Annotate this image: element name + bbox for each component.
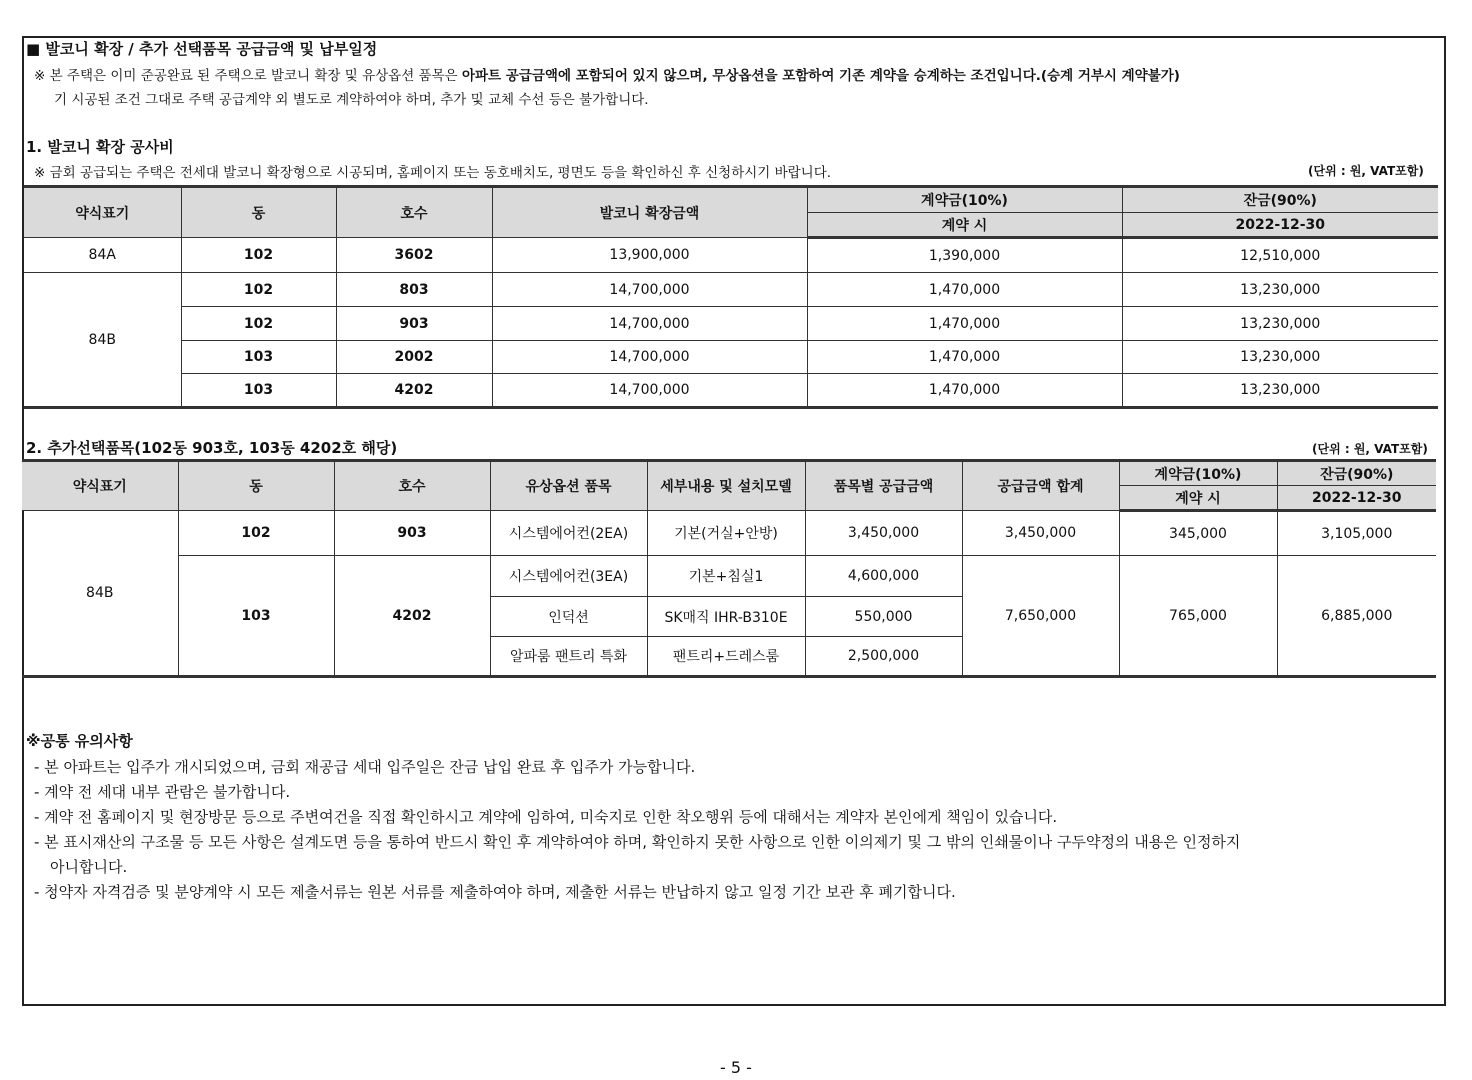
cell-amount: 13,900,000: [492, 238, 807, 273]
table-row: [22, 556, 1436, 597]
note-item-continued: 아니합니다.: [50, 858, 128, 876]
cell-dong: 103: [181, 341, 336, 374]
cell-detail: 기본(거실+안방): [647, 511, 805, 556]
cell-deposit: 765,000: [1119, 556, 1277, 677]
col-detail: 세부내용 및 설치모델: [647, 461, 805, 511]
cell-amount: 14,700,000: [492, 374, 807, 408]
cell-ho: 3602: [336, 238, 492, 273]
cell-detail: SK매직 IHR-B310E: [647, 597, 805, 637]
col-deposit: 계약금(10%): [1119, 461, 1277, 486]
cell-balance: 13,230,000: [1122, 341, 1438, 374]
note-item: - 본 표시재산의 구조물 등 모든 사항은 설계도면 등을 통하여 반드시 확인 후 계약하여야 하며, 확인하지 못한 사항으로 인한 이의제기 및 그 밖의 인쇄물이나 구두약정의 내용은 인정하지: [34, 833, 1241, 851]
note-item: - 계약 전 홈페이지 및 현장방문 등으로 주변여건을 직접 확인하시고 계약에 임하여, 미숙지로 인한 착오행위 등에 대해서는 계약자 본인에게 책임이 있습니다.: [34, 808, 1058, 826]
cell-balance: 13,230,000: [1122, 307, 1438, 341]
doc-title: ■ 발코니 확장 / 추가 선택품목 공급금액 및 납부일정: [26, 40, 378, 58]
cell-balance: 13,230,000: [1122, 273, 1438, 307]
cell-deposit: 345,000: [1119, 511, 1277, 556]
table-row: [24, 374, 1438, 408]
page-number: - 5 -: [720, 1058, 752, 1077]
section1-title: 1. 발코니 확장 공사비: [26, 138, 174, 156]
cell-detail: 기본+침실1: [647, 556, 805, 597]
option-table: [22, 459, 1436, 678]
cell-amount: 14,700,000: [492, 273, 807, 307]
note-item: - 계약 전 세대 내부 관람은 불가합니다.: [34, 783, 291, 801]
cell-item-amount: 550,000: [805, 597, 962, 637]
table-row: [24, 307, 1438, 341]
cell-deposit: 1,470,000: [807, 307, 1122, 341]
col-dong: 동: [178, 461, 334, 511]
col-option: 유상옵션 품목: [490, 461, 647, 511]
cell-dong: 103: [178, 556, 334, 677]
cell-option: 인덕션: [490, 597, 647, 637]
table-row: [24, 238, 1438, 273]
cell-balance: 3,105,000: [1277, 511, 1436, 556]
col-type: 약식표기: [22, 461, 178, 511]
balcony-table: [24, 185, 1438, 409]
cell-dong: 102: [178, 511, 334, 556]
cell-item-amount: 3,450,000: [805, 511, 962, 556]
cell-ho: 803: [336, 273, 492, 307]
header-note-2: 기 시공된 조건 그대로 주택 공급계약 외 별도로 계약하여야 하며, 추가 및 교체 수선 등은 불가합니다.: [54, 92, 649, 108]
cell-item-amount: 4,600,000: [805, 556, 962, 597]
header-note-1-normal: ※ 본 주택은 이미 준공완료 된 주택으로 발코니 확장 및 유상옵션 품목은: [34, 68, 462, 84]
cell-amount: 14,700,000: [492, 341, 807, 374]
notes-title: ※공통 유의사항: [26, 732, 133, 750]
cell-dong: 102: [181, 307, 336, 341]
cell-total: 7,650,000: [962, 556, 1119, 677]
table-row: [22, 511, 1436, 556]
cell-option: 시스템에어컨(2EA): [490, 511, 647, 556]
section1-unit: (단위 : 원, VAT포함): [1308, 164, 1424, 178]
header-note-1: [34, 64, 1180, 84]
col-balance: 잔금(90%): [1277, 461, 1436, 486]
col-item-amount: 품목별 공급금액: [805, 461, 962, 511]
cell-dong: 102: [181, 238, 336, 273]
cell-ho: 4202: [334, 556, 490, 677]
cell-ho: 4202: [336, 374, 492, 408]
cell-deposit: 1,390,000: [807, 238, 1122, 273]
cell-deposit: 1,470,000: [807, 273, 1122, 307]
cell-total: 3,450,000: [962, 511, 1119, 556]
cell-dong: 103: [181, 374, 336, 408]
note-item: - 본 아파트는 입주가 개시되었으며, 금회 재공급 세대 입주일은 잔금 납입 완료 후 입주가 가능합니다.: [34, 758, 696, 776]
cell-ho: 2002: [336, 341, 492, 374]
header-note-1-bold: 아파트 공급금액에 포함되어 있지 않으며, 무상옵션을 포함하여 기존 계약을 승계하는 조건입니다.(승계 거부시 계약불가): [461, 68, 1180, 84]
cell-type: 84B: [22, 511, 178, 677]
col-balance-sub: 2022-12-30: [1277, 486, 1436, 511]
cell-option: 알파룸 팬트리 특화: [490, 637, 647, 677]
cell-type: 84B: [24, 273, 181, 408]
cell-deposit: 1,470,000: [807, 374, 1122, 408]
note-item: - 청약자 자격검증 및 분양계약 시 모든 제출서류는 원본 서류를 제출하여야 하며, 제출한 서류는 반납하지 않고 일정 기간 보관 후 폐기합니다.: [34, 883, 956, 901]
col-ho: 호수: [334, 461, 490, 511]
col-total: 공급금액 합계: [962, 461, 1119, 511]
cell-option: 시스템에어컨(3EA): [490, 556, 647, 597]
cell-dong: 102: [181, 273, 336, 307]
col-ho: 호수: [336, 187, 492, 238]
cell-balance: 13,230,000: [1122, 374, 1438, 408]
section2-title: 2. 추가선택품목(102동 903호, 103동 4202호 해당): [26, 439, 398, 457]
section2-unit: (단위 : 원, VAT포함): [1312, 442, 1428, 456]
cell-item-amount: 2,500,000: [805, 637, 962, 677]
table-row: [24, 273, 1438, 307]
cell-type: 84A: [24, 238, 181, 273]
col-balance-sub: 2022-12-30: [1122, 213, 1438, 238]
cell-amount: 14,700,000: [492, 307, 807, 341]
col-balance: 잔금(90%): [1122, 187, 1438, 213]
cell-ho: 903: [336, 307, 492, 341]
cell-balance: 6,885,000: [1277, 556, 1436, 677]
cell-balance: 12,510,000: [1122, 238, 1438, 273]
section1-note: ※ 금회 공급되는 주택은 전세대 발코니 확장형으로 시공되며, 홈페이지 또는 동호배치도, 평면도 등을 확인하신 후 신청하시기 바랍니다.: [34, 165, 832, 181]
col-deposit-sub: 계약 시: [1119, 486, 1277, 511]
col-balcony-amount: 발코니 확장금액: [492, 187, 807, 238]
table-row: [24, 341, 1438, 374]
col-type: 약식표기: [24, 187, 181, 238]
col-deposit-sub: 계약 시: [807, 213, 1122, 238]
col-dong: 동: [181, 187, 336, 238]
col-deposit: 계약금(10%): [807, 187, 1122, 213]
cell-detail: 팬트리+드레스룸: [647, 637, 805, 677]
cell-ho: 903: [334, 511, 490, 556]
cell-deposit: 1,470,000: [807, 341, 1122, 374]
